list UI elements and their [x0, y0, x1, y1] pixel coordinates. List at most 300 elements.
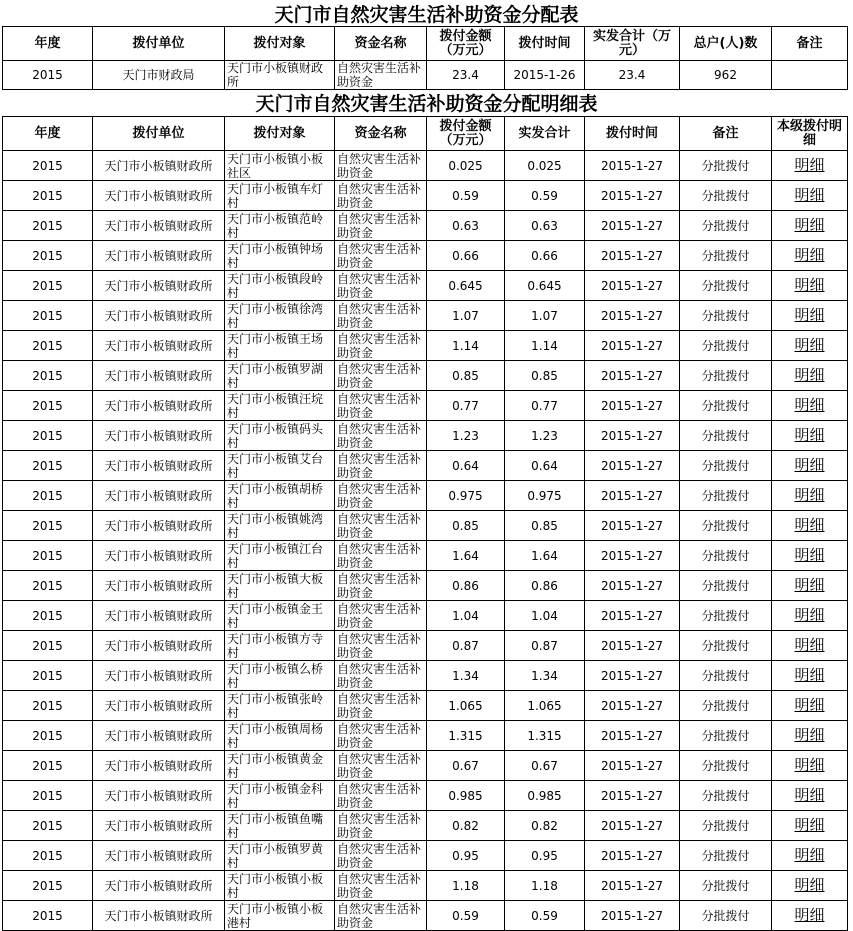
- summary-header-9: 备注: [772, 27, 848, 61]
- detail-cell: 1.14: [427, 331, 505, 361]
- detail-header-9: 本级拨付明细: [772, 117, 848, 151]
- table-row: [3, 241, 848, 271]
- detail-link[interactable]: 明细: [794, 426, 825, 444]
- detail-header-2: 拨付单位: [93, 117, 225, 151]
- detail-cell: 2015: [3, 541, 93, 571]
- detail-cell: 0.66: [427, 241, 505, 271]
- detail-cell: 天门市小板镇财政所: [93, 181, 225, 211]
- detail-cell: 0.025: [427, 151, 505, 181]
- detail-link[interactable]: 明细: [794, 906, 825, 924]
- detail-cell: 0.85: [505, 511, 585, 541]
- detail-cell: 2015-1-27: [585, 691, 680, 721]
- detail-cell: 分批拨付: [680, 211, 772, 241]
- detail-cell: 天门市小板镇财政所: [93, 331, 225, 361]
- detail-cell: 天门市小板镇周杨村: [225, 721, 335, 751]
- detail-cell: 天门市小板镇财政所: [93, 391, 225, 421]
- detail-cell: 天门市小板镇财政所: [93, 691, 225, 721]
- detail-link-cell: [772, 391, 848, 421]
- detail-cell: 1.04: [505, 601, 585, 631]
- detail-cell: 1.04: [427, 601, 505, 631]
- detail-cell: 天门市小板镇金科村: [225, 781, 335, 811]
- detail-cell: 0.64: [505, 451, 585, 481]
- detail-cell: 分批拨付: [680, 541, 772, 571]
- detail-link-cell: [772, 451, 848, 481]
- detail-link-cell: [772, 361, 848, 391]
- summary-cell-7: 23.4: [585, 61, 680, 90]
- detail-cell: 1.315: [427, 721, 505, 751]
- detail-cell: 天门市小板镇财政所: [93, 481, 225, 511]
- table-row: [3, 661, 848, 691]
- detail-cell: 0.645: [427, 271, 505, 301]
- detail-cell: 1.065: [505, 691, 585, 721]
- detail-table-title: 天门市自然灾害生活补助资金分配明细表: [255, 93, 598, 115]
- detail-cell: 1.07: [427, 301, 505, 331]
- table-row: [3, 751, 848, 781]
- detail-link[interactable]: 明细: [794, 576, 825, 594]
- detail-cell: 2015: [3, 691, 93, 721]
- detail-link-cell: [772, 661, 848, 691]
- detail-cell: 天门市小板镇段岭村: [225, 271, 335, 301]
- detail-cell: 天门市小板镇财政所: [93, 451, 225, 481]
- detail-cell: 分批拨付: [680, 721, 772, 751]
- summary-cell-8: 962: [680, 61, 772, 90]
- detail-link[interactable]: 明细: [794, 246, 825, 264]
- detail-cell: 自然灾害生活补助资金: [335, 511, 427, 541]
- detail-link[interactable]: 明细: [794, 876, 825, 894]
- detail-cell: 自然灾害生活补助资金: [335, 331, 427, 361]
- detail-cell: 分批拨付: [680, 571, 772, 601]
- detail-link-cell: [772, 841, 848, 871]
- detail-link-cell: [772, 811, 848, 841]
- detail-cell: 0.645: [505, 271, 585, 301]
- detail-cell: 分批拨付: [680, 751, 772, 781]
- summary-data-row: [3, 61, 848, 90]
- table-row: [3, 391, 848, 421]
- detail-link-cell: [772, 571, 848, 601]
- detail-cell: 0.975: [427, 481, 505, 511]
- detail-cell: 2015-1-27: [585, 361, 680, 391]
- detail-link[interactable]: 明细: [794, 636, 825, 654]
- detail-cell: 2015-1-27: [585, 241, 680, 271]
- detail-cell: 0.77: [505, 391, 585, 421]
- table-row: [3, 601, 848, 631]
- summary-header-8: 总户(人)数: [680, 27, 772, 61]
- detail-cell: 分批拨付: [680, 601, 772, 631]
- summary-header-3: 拨付对象: [225, 27, 335, 61]
- detail-cell: 天门市小板镇财政所: [93, 241, 225, 271]
- detail-cell: 0.64: [427, 451, 505, 481]
- summary-cell-1: 2015: [3, 61, 93, 90]
- detail-cell: 天门市小板镇胡桥村: [225, 481, 335, 511]
- detail-cell: 2015-1-27: [585, 511, 680, 541]
- table-row: [3, 571, 848, 601]
- detail-cell: 天门市小板镇大板村: [225, 571, 335, 601]
- detail-cell: 天门市小板镇财政所: [93, 901, 225, 931]
- detail-cell: 自然灾害生活补助资金: [335, 181, 427, 211]
- detail-cell: 2015: [3, 721, 93, 751]
- detail-link[interactable]: 明细: [794, 756, 825, 774]
- detail-cell: 自然灾害生活补助资金: [335, 631, 427, 661]
- detail-cell: 分批拨付: [680, 871, 772, 901]
- detail-cell: 天门市小板镇财政所: [93, 361, 225, 391]
- detail-cell: 2015-1-27: [585, 541, 680, 571]
- detail-link[interactable]: 明细: [794, 846, 825, 864]
- detail-cell: 自然灾害生活补助资金: [335, 721, 427, 751]
- summary-table-title: 天门市自然灾害生活补助资金分配表: [274, 4, 579, 26]
- detail-cell: 1.34: [427, 661, 505, 691]
- table-row: [3, 871, 848, 901]
- detail-cell: 2015-1-27: [585, 481, 680, 511]
- table-row: [3, 361, 848, 391]
- detail-cell: 0.66: [505, 241, 585, 271]
- table-row: [3, 481, 848, 511]
- detail-cell: 分批拨付: [680, 901, 772, 931]
- table-row: [3, 451, 848, 481]
- detail-cell: 0.975: [505, 481, 585, 511]
- detail-cell: 自然灾害生活补助资金: [335, 901, 427, 931]
- detail-cell: 分批拨付: [680, 811, 772, 841]
- detail-link-cell: [772, 331, 848, 361]
- detail-cell: 0.985: [427, 781, 505, 811]
- detail-cell: 自然灾害生活补助资金: [335, 361, 427, 391]
- detail-link-cell: [772, 481, 848, 511]
- detail-header-7: 拨付时间: [585, 117, 680, 151]
- table-row: [3, 511, 848, 541]
- detail-link-cell: [772, 691, 848, 721]
- detail-cell: 2015-1-27: [585, 181, 680, 211]
- detail-cell: 2015: [3, 841, 93, 871]
- detail-cell: 分批拨付: [680, 361, 772, 391]
- detail-cell: 天门市小板镇财政所: [93, 781, 225, 811]
- detail-cell: 分批拨付: [680, 481, 772, 511]
- table-row: [3, 271, 848, 301]
- detail-cell: 天门市小板镇姚湾村: [225, 511, 335, 541]
- summary-cell-2: 天门市财政局: [93, 61, 225, 90]
- detail-cell: 2015: [3, 631, 93, 661]
- summary-header-1: 年度: [3, 27, 93, 61]
- detail-cell: 自然灾害生活补助资金: [335, 211, 427, 241]
- detail-header-row: [3, 117, 848, 151]
- detail-cell: 0.77: [427, 391, 505, 421]
- detail-cell: 2015: [3, 451, 93, 481]
- detail-cell: 2015: [3, 601, 93, 631]
- detail-cell: 1.065: [427, 691, 505, 721]
- detail-cell: 自然灾害生活补助资金: [335, 781, 427, 811]
- detail-cell: 2015: [3, 271, 93, 301]
- detail-link[interactable]: 明细: [794, 546, 825, 564]
- detail-link[interactable]: 明细: [794, 786, 825, 804]
- detail-cell: 1.64: [427, 541, 505, 571]
- detail-header-5: 拨付金额（万元）: [427, 117, 505, 151]
- detail-cell: 0.82: [427, 811, 505, 841]
- detail-cell: 天门市小板镇黄金村: [225, 751, 335, 781]
- detail-cell: 分批拨付: [680, 241, 772, 271]
- detail-link[interactable]: 明细: [794, 186, 825, 204]
- detail-cell: 1.14: [505, 331, 585, 361]
- detail-cell: 自然灾害生活补助资金: [335, 811, 427, 841]
- detail-cell: 1.64: [505, 541, 585, 571]
- detail-link[interactable]: 明细: [794, 696, 825, 714]
- detail-link[interactable]: 明细: [794, 306, 825, 324]
- detail-cell: 天门市小板镇财政所: [93, 571, 225, 601]
- detail-cell: 0.87: [505, 631, 585, 661]
- detail-cell: 2015-1-27: [585, 301, 680, 331]
- detail-cell: 2015: [3, 511, 93, 541]
- detail-cell: 2015: [3, 571, 93, 601]
- table-row: [3, 181, 848, 211]
- table-row: [3, 691, 848, 721]
- detail-cell: 自然灾害生活补助资金: [335, 541, 427, 571]
- detail-header-6: 实发合计: [505, 117, 585, 151]
- detail-cell: 2015: [3, 421, 93, 451]
- detail-cell: 天门市小板镇财政所: [93, 751, 225, 781]
- detail-cell: 0.59: [505, 181, 585, 211]
- detail-cell: 0.59: [505, 901, 585, 931]
- table-row: [3, 781, 848, 811]
- detail-cell: 2015: [3, 391, 93, 421]
- detail-link-cell: [772, 181, 848, 211]
- detail-cell: 2015: [3, 361, 93, 391]
- summary-header-4: 资金名称: [335, 27, 427, 61]
- detail-cell: 1.315: [505, 721, 585, 751]
- detail-link[interactable]: 明细: [794, 666, 825, 684]
- detail-cell: 天门市小板镇汪垸村: [225, 391, 335, 421]
- detail-cell: 天门市小板镇罗黄村: [225, 841, 335, 871]
- detail-cell: 2015: [3, 211, 93, 241]
- detail-cell: 天门市小板镇财政所: [93, 271, 225, 301]
- detail-cell: 2015: [3, 331, 93, 361]
- detail-link[interactable]: 明细: [794, 816, 825, 834]
- detail-link[interactable]: 明细: [794, 336, 825, 354]
- detail-link[interactable]: 明细: [794, 486, 825, 504]
- detail-cell: 2015-1-27: [585, 811, 680, 841]
- detail-link-cell: [772, 151, 848, 181]
- detail-cell: 0.86: [427, 571, 505, 601]
- table-row: [3, 841, 848, 871]
- detail-cell: 天门市小板镇小板村: [225, 871, 335, 901]
- detail-cell: 分批拨付: [680, 691, 772, 721]
- detail-cell: 自然灾害生活补助资金: [335, 871, 427, 901]
- detail-cell: 自然灾害生活补助资金: [335, 601, 427, 631]
- detail-cell: 分批拨付: [680, 781, 772, 811]
- detail-link-cell: [772, 901, 848, 931]
- detail-cell: 0.63: [505, 211, 585, 241]
- table-row: [3, 901, 848, 931]
- detail-cell: 分批拨付: [680, 421, 772, 451]
- detail-cell: 天门市小板镇方寺村: [225, 631, 335, 661]
- summary-cell-4: 自然灾害生活补助资金: [335, 61, 427, 90]
- table-row: [3, 331, 848, 361]
- detail-cell: 0.025: [505, 151, 585, 181]
- detail-cell: 0.63: [427, 211, 505, 241]
- detail-link-cell: [772, 631, 848, 661]
- detail-cell: 2015: [3, 871, 93, 901]
- detail-cell: 自然灾害生活补助资金: [335, 151, 427, 181]
- detail-link[interactable]: 明细: [794, 396, 825, 414]
- detail-cell: 自然灾害生活补助资金: [335, 481, 427, 511]
- detail-cell: 2015-1-27: [585, 271, 680, 301]
- detail-cell: 分批拨付: [680, 661, 772, 691]
- detail-cell: 天门市小板镇财政所: [93, 841, 225, 871]
- detail-cell: 2015-1-27: [585, 331, 680, 361]
- detail-cell: 2015-1-27: [585, 721, 680, 751]
- detail-cell: 分批拨付: [680, 181, 772, 211]
- detail-cell: 分批拨付: [680, 151, 772, 181]
- detail-cell: 2015-1-27: [585, 151, 680, 181]
- detail-link[interactable]: 明细: [794, 276, 825, 294]
- detail-cell: 天门市小板镇财政所: [93, 511, 225, 541]
- detail-cell: 0.85: [427, 361, 505, 391]
- detail-link-cell: [772, 541, 848, 571]
- detail-link[interactable]: 明细: [794, 456, 825, 474]
- detail-cell: 2015: [3, 811, 93, 841]
- summary-table: [2, 26, 848, 90]
- detail-cell: 天门市小板镇财政所: [93, 661, 225, 691]
- detail-cell: 2015: [3, 661, 93, 691]
- detail-link-cell: [772, 301, 848, 331]
- detail-cell: 0.59: [427, 181, 505, 211]
- detail-cell: 天门市小板镇范岭村: [225, 211, 335, 241]
- table-row: [3, 151, 848, 181]
- detail-cell: 天门市小板镇车灯村: [225, 181, 335, 211]
- detail-cell: 2015: [3, 241, 93, 271]
- table-row: [3, 721, 848, 751]
- detail-link[interactable]: 明细: [794, 516, 825, 534]
- detail-cell: 自然灾害生活补助资金: [335, 271, 427, 301]
- detail-link[interactable]: 明细: [794, 726, 825, 744]
- detail-cell: 天门市小板镇罗湖村: [225, 361, 335, 391]
- detail-link-cell: [772, 871, 848, 901]
- detail-cell: 天门市小板镇财政所: [93, 601, 225, 631]
- detail-cell: 1.18: [427, 871, 505, 901]
- detail-cell: 天门市小板镇财政所: [93, 151, 225, 181]
- detail-cell: 分批拨付: [680, 841, 772, 871]
- detail-cell: 2015-1-27: [585, 631, 680, 661]
- detail-cell: 2015-1-27: [585, 781, 680, 811]
- summary-cell-6: 2015-1-26: [505, 61, 585, 90]
- detail-cell: 2015-1-27: [585, 901, 680, 931]
- summary-header-7: 实发合计（万元）: [585, 27, 680, 61]
- detail-cell: 天门市小板镇财政所: [93, 631, 225, 661]
- detail-cell: 自然灾害生活补助资金: [335, 751, 427, 781]
- detail-cell: 1.34: [505, 661, 585, 691]
- detail-cell: 天门市小板镇金王村: [225, 601, 335, 631]
- detail-link[interactable]: 明细: [794, 156, 825, 174]
- detail-cell: 2015-1-27: [585, 751, 680, 781]
- detail-link-cell: [772, 781, 848, 811]
- summary-cell-5: 23.4: [427, 61, 505, 90]
- detail-cell: 天门市小板镇王场村: [225, 331, 335, 361]
- table-row: [3, 811, 848, 841]
- detail-cell: 1.18: [505, 871, 585, 901]
- detail-link[interactable]: 明细: [794, 606, 825, 624]
- detail-cell: 天门市小板镇小板社区: [225, 151, 335, 181]
- detail-cell: 2015-1-27: [585, 601, 680, 631]
- detail-cell: 0.67: [427, 751, 505, 781]
- summary-header-row: [3, 27, 848, 61]
- detail-cell: 自然灾害生活补助资金: [335, 421, 427, 451]
- detail-cell: 天门市小板镇财政所: [93, 421, 225, 451]
- table-row: [3, 631, 848, 661]
- detail-cell: 天门市小板镇艾台村: [225, 451, 335, 481]
- detail-cell: 0.67: [505, 751, 585, 781]
- detail-cell: 天门市小板镇鱼嘴村: [225, 811, 335, 841]
- detail-header-1: 年度: [3, 117, 93, 151]
- detail-cell: 分批拨付: [680, 271, 772, 301]
- detail-cell: 0.85: [505, 361, 585, 391]
- detail-cell: 2015-1-27: [585, 841, 680, 871]
- table-row: [3, 211, 848, 241]
- detail-cell: 2015-1-27: [585, 421, 680, 451]
- detail-cell: 自然灾害生活补助资金: [335, 661, 427, 691]
- summary-cell-3: 天门市小板镇财政所: [225, 61, 335, 90]
- detail-cell: 天门市小板镇财政所: [93, 301, 225, 331]
- detail-header-3: 拨付对象: [225, 117, 335, 151]
- detail-cell: 分批拨付: [680, 391, 772, 421]
- detail-link-cell: [772, 601, 848, 631]
- detail-cell: 0.95: [427, 841, 505, 871]
- detail-link[interactable]: 明细: [794, 366, 825, 384]
- detail-cell: 自然灾害生活补助资金: [335, 301, 427, 331]
- detail-cell: 天门市小板镇小板港村: [225, 901, 335, 931]
- detail-header-8: 备注: [680, 117, 772, 151]
- detail-cell: 1.23: [427, 421, 505, 451]
- detail-cell: 2015-1-27: [585, 571, 680, 601]
- detail-cell: 0.985: [505, 781, 585, 811]
- detail-cell: 天门市小板镇徐湾村: [225, 301, 335, 331]
- detail-cell: 天门市小板镇江台村: [225, 541, 335, 571]
- detail-cell: 天门市小板镇码头村: [225, 421, 335, 451]
- detail-link-cell: [772, 211, 848, 241]
- detail-cell: 分批拨付: [680, 511, 772, 541]
- summary-cell-9: [772, 61, 848, 90]
- detail-cell: 天门市小板镇钟场村: [225, 241, 335, 271]
- detail-cell: 1.07: [505, 301, 585, 331]
- detail-cell: 2015: [3, 751, 93, 781]
- detail-cell: 自然灾害生活补助资金: [335, 841, 427, 871]
- detail-cell: 0.82: [505, 811, 585, 841]
- detail-cell: 2015: [3, 151, 93, 181]
- detail-cell: 2015-1-27: [585, 211, 680, 241]
- detail-cell: 自然灾害生活补助资金: [335, 571, 427, 601]
- summary-header-2: 拨付单位: [93, 27, 225, 61]
- detail-link-cell: [772, 751, 848, 781]
- detail-cell: 0.59: [427, 901, 505, 931]
- detail-cell: 2015-1-27: [585, 451, 680, 481]
- detail-cell: 分批拨付: [680, 331, 772, 361]
- detail-cell: 分批拨付: [680, 451, 772, 481]
- detail-cell: 0.85: [427, 511, 505, 541]
- detail-cell: 2015: [3, 781, 93, 811]
- detail-cell: 分批拨付: [680, 631, 772, 661]
- detail-cell: 自然灾害生活补助资金: [335, 241, 427, 271]
- detail-link-cell: [772, 421, 848, 451]
- detail-cell: 0.87: [427, 631, 505, 661]
- detail-cell: 自然灾害生活补助资金: [335, 391, 427, 421]
- detail-link-cell: [772, 271, 848, 301]
- detail-link-cell: [772, 241, 848, 271]
- detail-cell: 2015: [3, 181, 93, 211]
- detail-link[interactable]: 明细: [794, 216, 825, 234]
- detail-cell: 2015: [3, 901, 93, 931]
- detail-cell: 天门市小板镇财政所: [93, 541, 225, 571]
- detail-cell: 2015: [3, 481, 93, 511]
- detail-cell: 天门市小板镇财政所: [93, 811, 225, 841]
- detail-cell: 2015-1-27: [585, 661, 680, 691]
- detail-cell: 0.86: [505, 571, 585, 601]
- summary-header-5: 拨付金额（万元）: [427, 27, 505, 61]
- detail-cell: 天门市小板镇财政所: [93, 721, 225, 751]
